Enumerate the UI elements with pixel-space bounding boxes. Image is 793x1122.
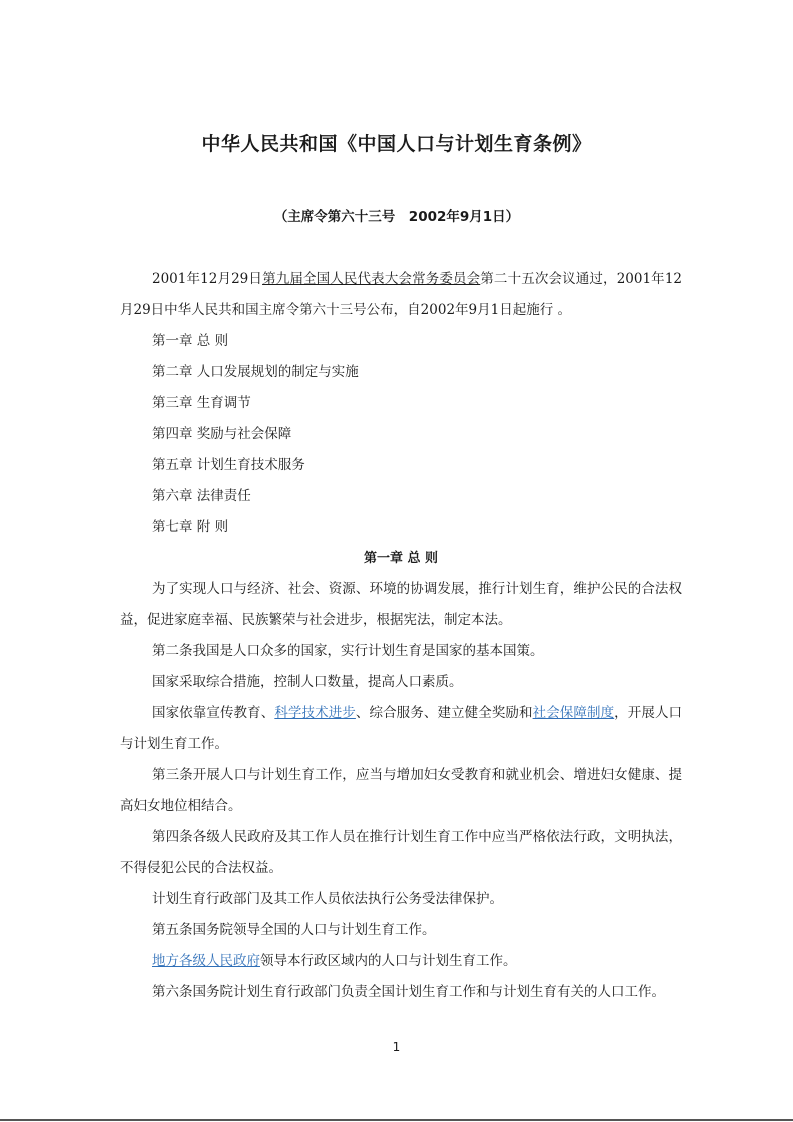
article-1-paragraph: 为了实现人口与经济、社会、资源、环境的协调发展，推行计划生育，维护公民的合法权益，促进家庭幸福、民族繁荣与社会进步，根据宪法，制定本法。	[120, 581, 682, 628]
article-2-paragraph-3	[120, 698, 682, 760]
intro-paragraph	[120, 264, 682, 326]
article-6-paragraph: 第六条国务院计划生育行政部门负责全国计划生育工作和与计划生育有关的人口工作。	[152, 984, 665, 1000]
local-government-link[interactable]: 地方各级人民政府	[152, 953, 260, 969]
article-4-paragraph: 第四条各级人民政府及其工作人员在推行计划生育工作中应当严格依法行政，文明执法，不得侵犯公民的合法权益。	[120, 829, 682, 876]
social-security-link[interactable]: 社会保障制度	[532, 705, 615, 721]
article-5-paragraph-2	[120, 946, 682, 977]
committee-link[interactable]: 第九届全国人民代表大会常务委员会	[262, 271, 481, 287]
page-number: 1	[392, 1040, 401, 1054]
science-tech-link[interactable]: 科学技术进步	[274, 705, 356, 721]
toc-item: 第一章 总 则	[152, 333, 229, 349]
article-4-paragraph-2: 计划生育行政部门及其工作人员依法执行公务受法律保护。	[152, 891, 503, 907]
toc-item: 第七章 附 则	[152, 519, 229, 535]
article-2-paragraph: 第二条我国是人口众多的国家，实行计划生育是国家的基本国策。	[152, 643, 544, 659]
article-2-paragraph-2: 国家采取综合措施，控制人口数量，提高人口素质。	[152, 674, 463, 690]
text-span: 、综合服务、建立健全奖励和	[355, 705, 533, 721]
document-body	[120, 264, 682, 1008]
text-span: ，开展人口与计划生育工作。	[120, 705, 683, 752]
toc-item: 第三章 生育调节	[152, 395, 251, 411]
chapter-heading: 第一章 总 则	[363, 551, 439, 566]
document-subtitle: （主席令第六十三号 2002年9月1日）	[273, 209, 520, 225]
article-5-paragraph: 第五条国务院领导全国的人口与计划生育工作。	[152, 922, 436, 938]
article-3-paragraph: 第三条开展人口与计划生育工作，应当与增加妇女受教育和就业机会、增进妇女健康、提高妇女地位相结合。	[120, 767, 682, 814]
toc-item: 第五章 计划生育技术服务	[152, 457, 305, 473]
toc-item: 第六章 法律责任	[152, 488, 251, 504]
text-span: 国家依靠宣传教育、	[152, 705, 275, 721]
intro-date: 2001年12月29日	[152, 271, 263, 287]
intro-rest: 第二十五次会议通过，2001年12月29日中华人民共和国主席令第六十三号公布，自2002年9月1日起施行 。	[120, 271, 683, 318]
text-span: 领导本行政区域内的人口与计划生育工作。	[260, 953, 517, 969]
document-title: 中华人民共和国《中国人口与计划生育条例》	[201, 133, 592, 155]
toc-item: 第四章 奖励与社会保障	[152, 426, 292, 442]
toc-item: 第二章 人口发展规划的制定与实施	[152, 364, 359, 380]
page-bottom-border	[0, 1119, 793, 1121]
